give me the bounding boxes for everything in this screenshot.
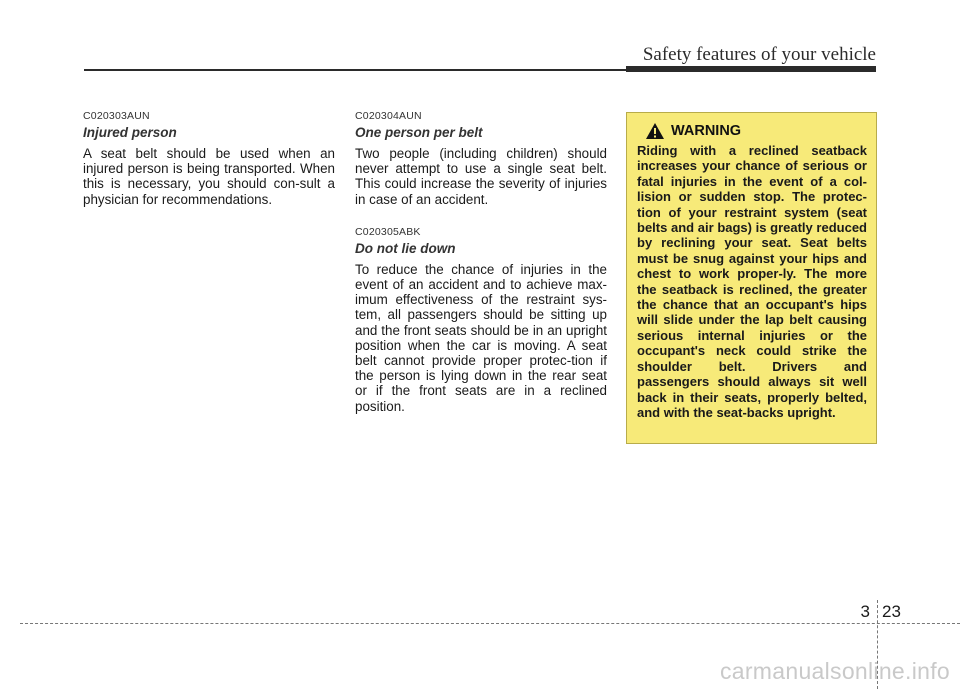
watermark: carmanualsonline.info bbox=[719, 658, 950, 684]
section-one-person-per-belt bbox=[355, 110, 607, 207]
section-code: C020304AUN bbox=[355, 110, 422, 122]
warning-text: Riding with a reclined seatback increases your chance of serious or fatal injuries in the event of a col-lision or sudden stop. The protec-tion of your restraint system (seat belts and air bags) is greatly reduced by reclining your seat. Seat belts must be snug against your hips and chest to work proper-ly. The more the seatback is reclined, the greater the chance that an occupant's hips will slide under the lap belt causing serious internal injuries or the occupant's neck could strike the shoulder belt. Drivers and passengers should always sit well back in their seats, properly belted, and with the seat-backs upright. bbox=[637, 143, 867, 420]
chapter-number: 3 bbox=[860, 602, 870, 621]
header-rule-accent bbox=[626, 66, 876, 72]
footer-rule bbox=[20, 623, 960, 624]
section-heading: Injured person bbox=[83, 125, 177, 140]
middle-column bbox=[355, 110, 607, 414]
section-code: C020303AUN bbox=[83, 110, 150, 122]
warning-box bbox=[626, 112, 877, 444]
section-do-not-lie-down bbox=[355, 226, 607, 414]
section-body: To reduce the chance of injuries in the event of an accident and to achieve max-imum effectiveness of the restraint sys-tem, all passengers should be sitting up and the front seats should be in an upright position when the car is moving. A seat belt cannot provide proper protec-tion if the person is lying down in the rear seat or if the front seats are in a reclined position. bbox=[355, 261, 607, 414]
section-code: C020305ABK bbox=[355, 225, 421, 238]
section-body: A seat belt should be used when an injured person is being transported. When this is necessary, you should con-sult a physician for recommendations. bbox=[83, 146, 335, 207]
section-heading: Do not lie down bbox=[355, 240, 456, 256]
warning-title: WARNING bbox=[671, 123, 742, 139]
warning-header bbox=[637, 122, 867, 140]
header-title: Safety features of your vehicle bbox=[642, 44, 876, 65]
section-injured-person bbox=[83, 110, 335, 207]
page-number: 23 bbox=[882, 602, 901, 621]
left-column bbox=[83, 110, 335, 207]
warning-triangle-icon bbox=[645, 122, 665, 140]
section-heading: One person per belt bbox=[355, 125, 483, 140]
section-body: Two people (including children) should never attempt to use a single seat belt. This could increase the severity of injuries in case of an accident. bbox=[355, 146, 607, 207]
